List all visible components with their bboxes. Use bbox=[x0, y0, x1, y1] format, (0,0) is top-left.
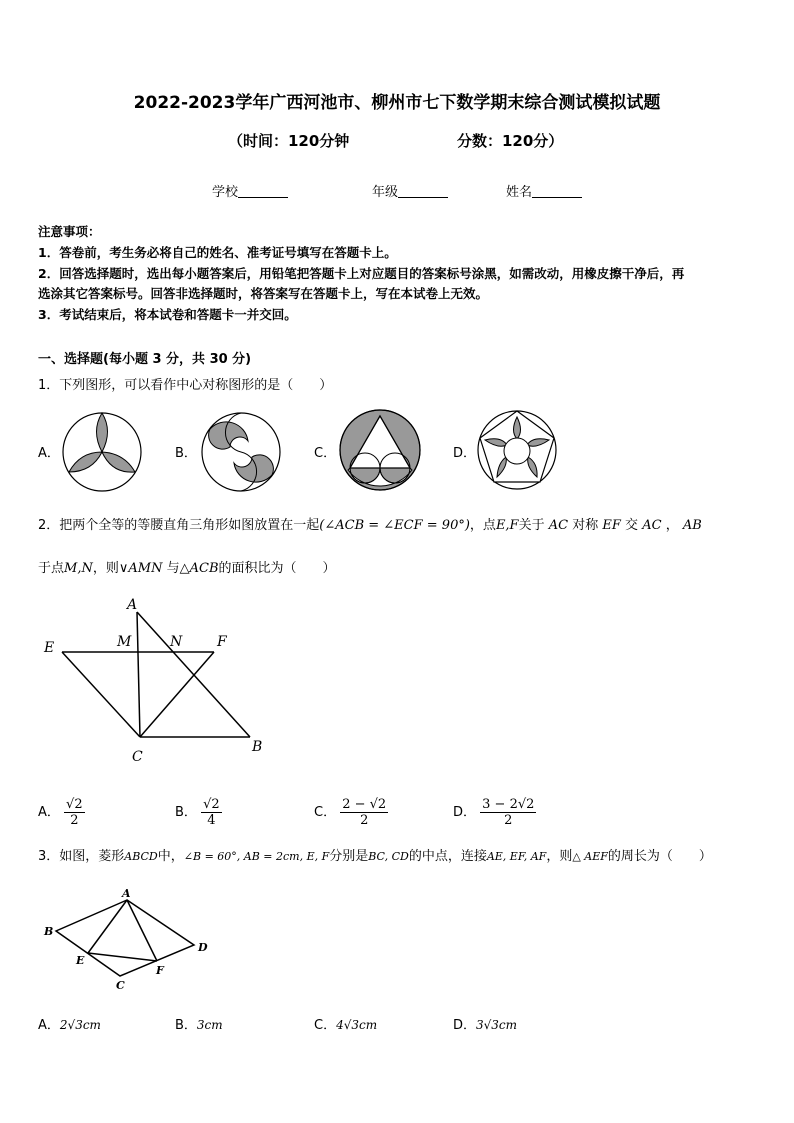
q3-text: 3．如图，菱形 bbox=[38, 849, 125, 864]
school-label: 学校 bbox=[212, 185, 239, 200]
q3-option-c-label: C． bbox=[314, 1018, 337, 1033]
q3-text: 的中点，连接 bbox=[408, 849, 487, 864]
q3-option-b-label: B． bbox=[175, 1018, 197, 1033]
q3-label-f: F bbox=[156, 964, 164, 977]
q3-option-c bbox=[314, 1014, 377, 1033]
q2-option-b bbox=[175, 797, 222, 828]
q1-option-c-label: C． bbox=[314, 446, 337, 461]
q3-option-b-value: 3cm bbox=[196, 1018, 223, 1032]
q2-label-e: E bbox=[44, 640, 55, 656]
q2-text: 于点 bbox=[38, 561, 65, 576]
q2-stem-line1 bbox=[38, 514, 702, 533]
q3-label-a: A bbox=[122, 887, 131, 900]
q2-text: 交 bbox=[625, 518, 639, 533]
q1-figure-c bbox=[338, 408, 422, 492]
q2-text: 的面积比为（ ） bbox=[218, 561, 336, 576]
q3-option-a-label: A． bbox=[38, 1018, 60, 1033]
q2-text: ，则 bbox=[92, 561, 119, 576]
q3-option-a-value: 2√3cm bbox=[59, 1018, 101, 1032]
q3-figure bbox=[38, 885, 228, 995]
q2-text: 2．把两个全等的等腰直角三角形如图放置在一起 bbox=[38, 518, 320, 533]
q2-math-ac: AC bbox=[548, 518, 569, 533]
q3-option-d-value: 3√3cm bbox=[476, 1018, 518, 1032]
fraction-numerator: 2 − √2 bbox=[342, 797, 387, 812]
grade-field bbox=[372, 181, 448, 200]
name-field bbox=[506, 181, 582, 200]
q1-option-a-label: A． bbox=[38, 446, 60, 461]
q3-math-triangle: △ AEF bbox=[572, 850, 608, 863]
q3-text: 的周长为（ ） bbox=[607, 849, 712, 864]
name-label: 姓名 bbox=[506, 185, 533, 200]
q3-option-c-value: 4√3cm bbox=[336, 1018, 378, 1032]
q3-stem bbox=[38, 845, 712, 864]
q2-option-a-label: A． bbox=[38, 805, 60, 820]
notice-item-2-cont: 选涂其它答案标号。回答非选择题时，将答案写在答题卡上，写在本试卷上无效。 bbox=[38, 286, 489, 301]
q3-math-bc-cd: BC, CD bbox=[368, 850, 409, 863]
notice-item-1: 1．答卷前，考生务必将自己的姓名、准考证号填写在答题卡上。 bbox=[38, 245, 397, 260]
exam-time: （时间：120分钟 bbox=[228, 132, 350, 150]
exam-score: 分数：120分） bbox=[457, 132, 564, 150]
q1-figure-b bbox=[200, 411, 282, 493]
q2-option-c-fraction bbox=[340, 797, 388, 828]
q3-option-b bbox=[175, 1014, 223, 1033]
q1-figure-a bbox=[61, 411, 143, 493]
fraction-numerator: √2 bbox=[66, 797, 83, 812]
q2-text: ，点 bbox=[469, 518, 496, 533]
q2-option-d bbox=[453, 797, 536, 828]
q1-figure-d bbox=[476, 409, 558, 491]
q3-text: 中， bbox=[157, 849, 184, 864]
q2-math-ab: AB bbox=[682, 518, 702, 533]
notice-item-3: 3．考试结束后，将本试卷和答题卡一并交回。 bbox=[38, 307, 297, 322]
q2-label-a: A bbox=[127, 597, 138, 613]
q3-option-d bbox=[453, 1014, 517, 1033]
q3-label-d: D bbox=[198, 941, 208, 954]
q1-stem: 1．下列图形，可以看作中心对称图形的是（ ） bbox=[38, 378, 333, 393]
q3-math-condition: ∠B = 60°, AB = 2cm, E, F bbox=[183, 850, 330, 863]
q3-text: ，则 bbox=[546, 849, 573, 864]
grade-label: 年级 bbox=[372, 185, 399, 200]
q3-math-abcd: ABCD bbox=[124, 850, 158, 863]
q2-option-b-fraction bbox=[201, 797, 222, 828]
q2-label-b: B bbox=[252, 739, 263, 755]
q3-text: 分别是 bbox=[329, 849, 369, 864]
q3-math-lines: AE, EF, AF bbox=[486, 850, 547, 863]
q2-option-c-label: C． bbox=[314, 805, 337, 820]
q2-text: 对称 bbox=[572, 518, 599, 533]
q3-label-e: E bbox=[76, 954, 85, 967]
section-heading: 一、选择题(每小题 3 分，共 30 分) bbox=[38, 352, 252, 367]
q2-math-amn: ∨AMN bbox=[118, 561, 163, 576]
fraction-denominator: 2 bbox=[360, 813, 369, 828]
q2-math-ef: EF bbox=[602, 518, 621, 533]
q2-label-c: C bbox=[132, 749, 143, 765]
q2-option-d-label: D． bbox=[453, 805, 477, 820]
q2-text: ， bbox=[665, 518, 679, 533]
q2-label-f: F bbox=[217, 634, 227, 650]
q2-label-n: N bbox=[170, 634, 183, 650]
q1-option-d-label: D． bbox=[453, 446, 477, 461]
fraction-numerator: √2 bbox=[203, 797, 220, 812]
q2-figure bbox=[40, 595, 280, 770]
q2-text: 与 bbox=[166, 561, 180, 576]
q2-math-mn: M,N bbox=[64, 561, 93, 576]
q2-option-a bbox=[38, 797, 85, 828]
q2-option-d-fraction bbox=[480, 797, 536, 828]
q2-math-angles: (∠ACB = ∠ECF = 90°) bbox=[319, 518, 470, 533]
q2-label-m: M bbox=[117, 634, 132, 650]
fraction-denominator: 2 bbox=[70, 813, 79, 828]
q2-text: 关于 bbox=[518, 518, 545, 533]
page-title: 2022-2023学年广西河池市、柳州市七下数学期末综合测试模拟试题 bbox=[133, 93, 661, 113]
q3-option-d-label: D． bbox=[453, 1018, 477, 1033]
q3-option-a bbox=[38, 1014, 101, 1033]
notice-item-2: 2．回答选择题时，选出每小题答案后，用铅笔把答题卡上对应题目的答案标号涂黑，如需改动，用橡皮擦干净后，再 bbox=[38, 266, 685, 281]
fraction-denominator: 4 bbox=[207, 813, 216, 828]
q1-option-b-label: B． bbox=[175, 446, 197, 461]
fraction-denominator: 2 bbox=[504, 813, 513, 828]
fraction-numerator: 3 − 2√2 bbox=[482, 797, 535, 812]
q3-label-c: C bbox=[116, 979, 125, 992]
q2-math-ac: AC bbox=[642, 518, 662, 533]
q2-math-acb: △ACB bbox=[179, 561, 219, 576]
school-field bbox=[212, 181, 288, 200]
q2-option-a-fraction bbox=[64, 797, 85, 828]
q2-math-ef: E,F bbox=[495, 518, 519, 533]
q3-label-b: B bbox=[44, 925, 54, 938]
q2-stem-line2 bbox=[38, 557, 336, 576]
notice-heading: 注意事项： bbox=[38, 224, 101, 239]
q2-option-c bbox=[314, 797, 388, 828]
q2-option-b-label: B． bbox=[175, 805, 197, 820]
